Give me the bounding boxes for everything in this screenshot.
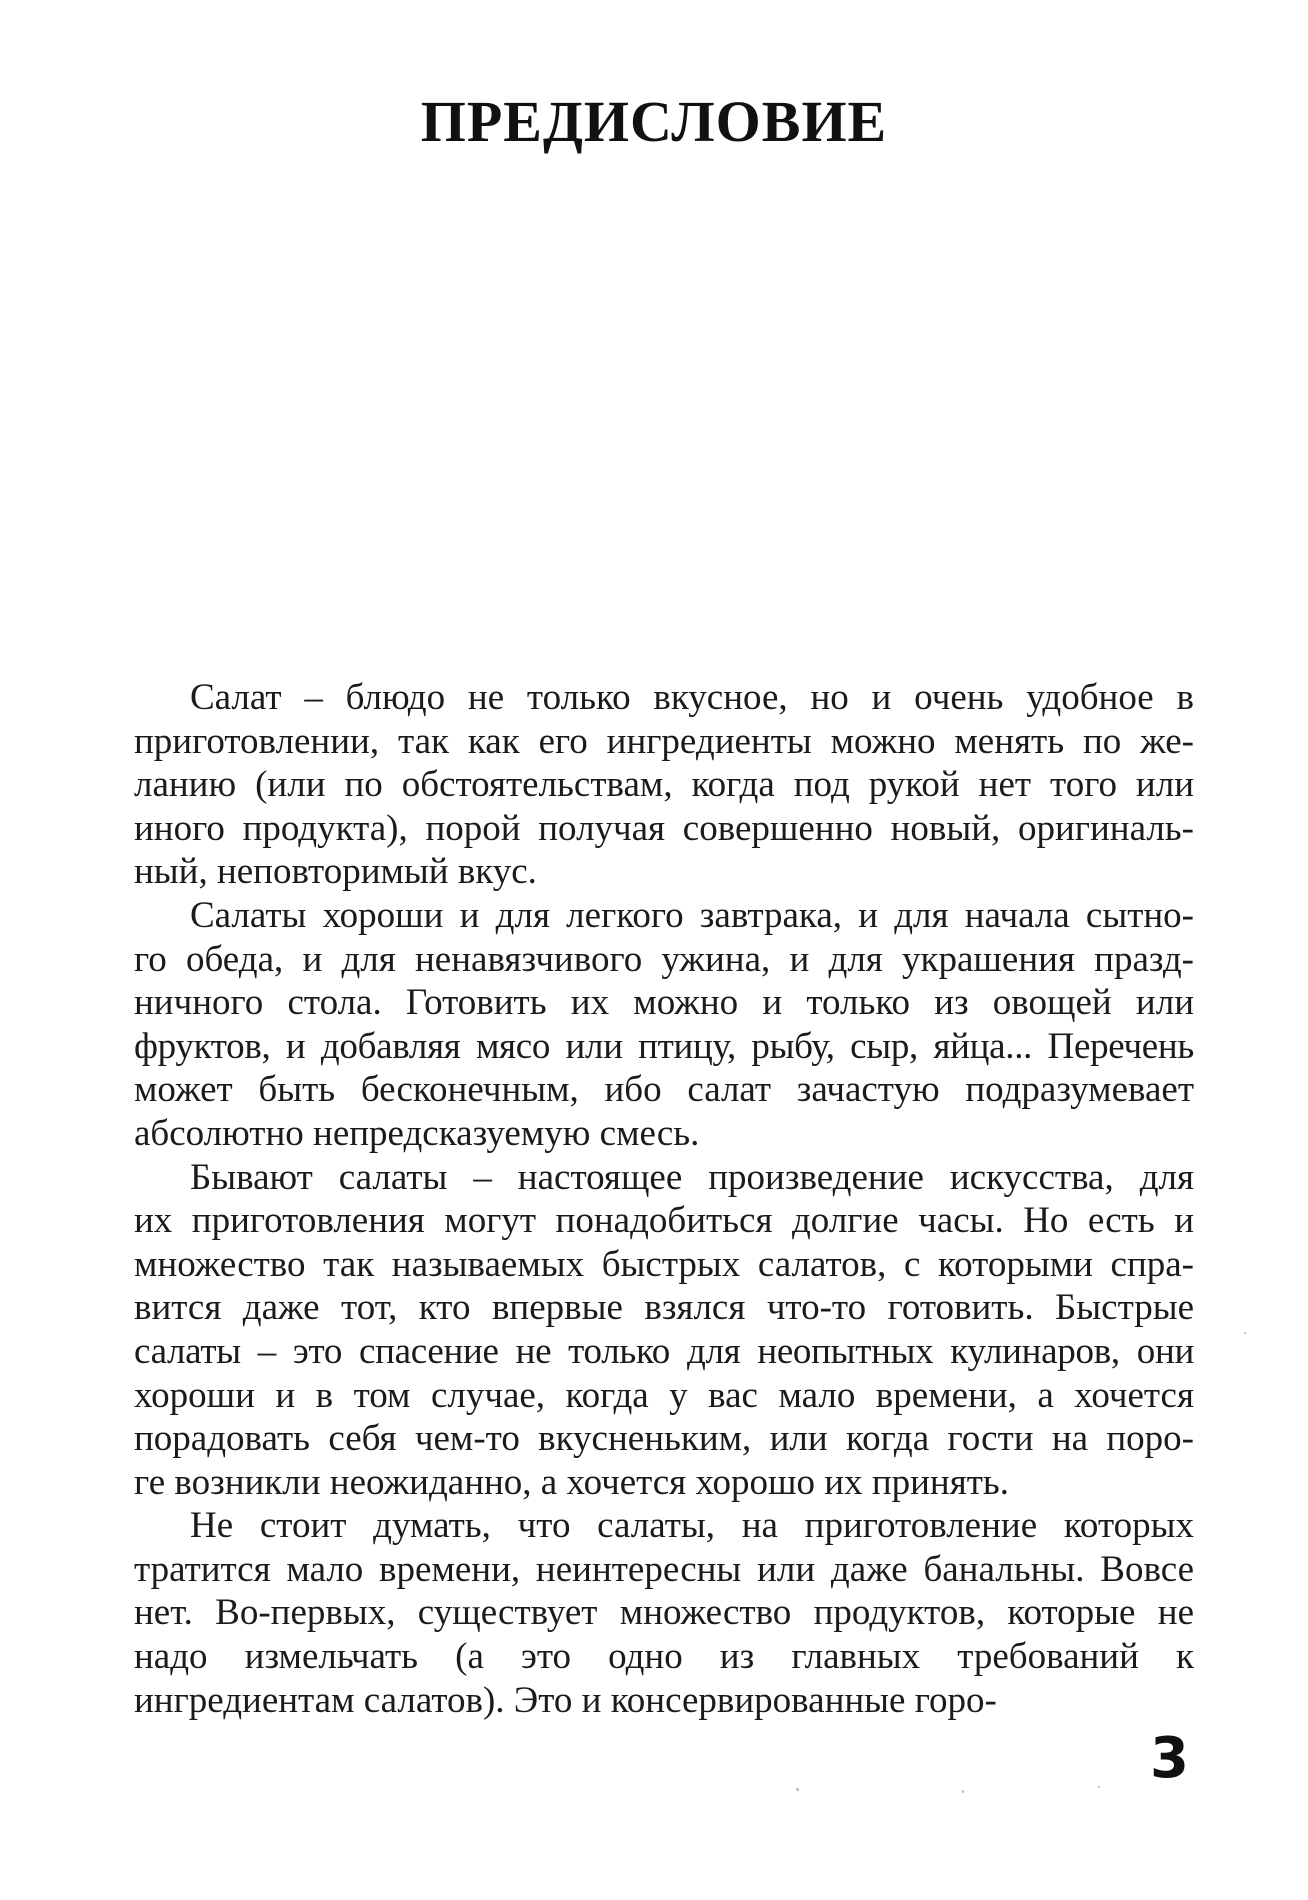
page-number: 3 bbox=[1150, 1726, 1189, 1791]
text-line: фруктов, и добавляя мясо или птицу, рыбу, сыр, яйца... Перечень bbox=[134, 1025, 1194, 1067]
text-line: Бывают салаты – настоящее произведение искусства, для bbox=[190, 1156, 1194, 1198]
page-title: ПРЕДИСЛОВИЕ bbox=[420, 89, 888, 154]
text-line: порадовать себя чем-то вкусненьким, или когда гости на поро- bbox=[134, 1418, 1194, 1460]
text-line: Салат – блюдо не только вкусное, но и очень удобное в bbox=[190, 677, 1194, 718]
scan-speck bbox=[962, 1790, 964, 1793]
scan-speck bbox=[1098, 1786, 1100, 1788]
text-line: вится даже тот, кто впервые взялся что-то готовить. Быстрые bbox=[134, 1287, 1194, 1329]
text-line: го обеда, и для ненавязчивого ужина, и для украшения празд- bbox=[134, 938, 1194, 980]
text-line: Салаты хороши и для легкого завтрака, и для начала сытно- bbox=[190, 894, 1194, 936]
text-line: ничного стола. Готовить их можно и только из овощей или bbox=[134, 982, 1194, 1024]
text-line: приготовлении, так как его ингредиенты можно менять по же- bbox=[134, 720, 1194, 762]
scan-speck bbox=[1244, 1332, 1246, 1334]
paragraph-2 bbox=[134, 894, 1194, 1156]
scan-speck bbox=[796, 1788, 799, 1791]
text-line: ге возникли неожиданно, а хочется хорошо их принять. bbox=[134, 1461, 1010, 1503]
text-line: абсолютно непредсказуемую смесь. bbox=[134, 1112, 700, 1154]
text-line: ный, неповторимый вкус. bbox=[134, 851, 537, 893]
text-line: множество так называемых быстрых салатов, с которыми спра- bbox=[134, 1243, 1194, 1285]
text-line: ингредиентам салатов). Это и консервированные горо- bbox=[134, 1679, 997, 1721]
text-line: нет. Во-первых, существует множество продуктов, которые не bbox=[134, 1592, 1194, 1634]
paragraph-1 bbox=[134, 676, 1194, 894]
text-line: ланию (или по обстоятельствам, когда под рукой нет того или bbox=[134, 764, 1194, 806]
text-line: Не стоит думать, что салаты, на приготовление которых bbox=[190, 1505, 1194, 1547]
paragraph-3 bbox=[134, 1156, 1194, 1505]
text-line: иного продукта), порой получая совершенно новый, оригиналь- bbox=[134, 807, 1194, 849]
text-line: их приготовления могут понадобиться долгие часы. Но есть и bbox=[134, 1200, 1194, 1242]
text-line: надо измельчать (а это одно из главных требований к bbox=[134, 1636, 1194, 1678]
text-line: тратится мало времени, неинтересны или даже банальны. Вовсе bbox=[134, 1548, 1194, 1590]
text-line: может быть бесконечным, ибо салат зачастую подразумевает bbox=[134, 1069, 1194, 1111]
text-line: салаты – это спасение не только для неопытных кулинаров, они bbox=[134, 1330, 1194, 1372]
paragraph-4 bbox=[134, 1504, 1194, 1722]
body-text bbox=[134, 676, 1194, 1722]
text-line: хороши и в том случае, когда у вас мало времени, а хочется bbox=[134, 1374, 1194, 1416]
